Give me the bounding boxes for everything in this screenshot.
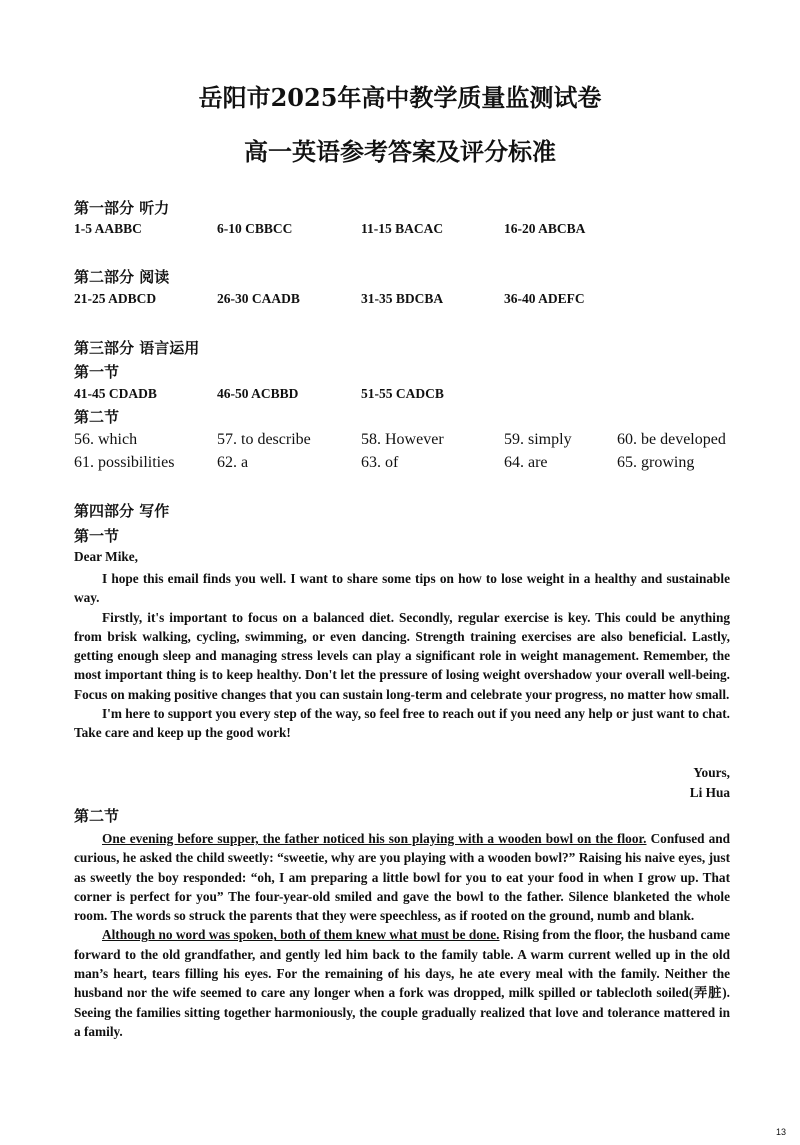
answer-cell: 59. simply: [504, 431, 572, 448]
part3-section2-heading: 第二节: [74, 408, 120, 426]
part3-heading: 第三部分 语言运用: [74, 339, 200, 357]
answer-cell: 63. of: [361, 454, 399, 471]
page-subtitle: 高一英语参考答案及评分标准: [244, 137, 556, 166]
answer-cell: 65. growing: [617, 454, 695, 471]
part2-heading: 第二部分 阅读: [74, 268, 170, 286]
answer-cell: 31-35 BDCBA: [361, 291, 444, 306]
answer-cell: 36-40 ADEFC: [504, 291, 585, 306]
answer-cell: 62. a: [217, 454, 249, 471]
answer-cell: 41-45 CDADB: [74, 386, 157, 401]
story-text: Confused and curious, he asked the child sweetly: “sweetie, why are you playing with a wooden bowl?” Raising his naive eyes, just as sweetly the boy responded: “oh, I am preparing a little bowl for you to eat your food in when I grow up. That corner is perfect for you” The four-year-old smiled and gave the bowl to the father. Silence blanketed the whole room. The words so struck the parents that they were speechless, as if rooted on the ground, numb and blank.: [74, 831, 731, 924]
answer-cell: 64. are: [504, 454, 548, 471]
part4-section1-heading: 第一节: [74, 527, 120, 545]
letter-paragraph: I hope this email finds you well. I want to share some tips on how to lose weight in a healthy and sustainable way.: [74, 571, 730, 606]
story-underlined-sentence: Although no word was spoken, both of them knew what must be done.: [102, 927, 500, 943]
letter-body: [74, 569, 730, 743]
answer-cell: 57. to describe: [217, 431, 311, 448]
answer-cell: 51-55 CADCB: [361, 386, 444, 401]
answer-cell: 16-20 ABCBA: [504, 221, 586, 236]
part4-heading: 第四部分 写作: [74, 502, 170, 520]
answer-cell: 46-50 ACBBD: [217, 386, 299, 401]
part3-section1-heading: 第一节: [74, 363, 120, 381]
part4-section2-heading: 第二节: [74, 807, 120, 825]
letter-paragraph: Firstly, it's important to focus on a balanced diet. Secondly, regular exercise is key. This could be anything from brisk walking, cycling, swimming, or even dancing. Strength training exercises are also beneficial. Lastly, getting enough sleep and managing stress levels can play a significant role in weight management. Remember, the most important thing is to keep healthy. Don't let the pressure of losing weight overshadow your overall well-being. Focus on making positive changes that you can sustain long-term and celebrate your progress, no matter how small.: [74, 609, 730, 702]
letter-signature: Li Hua: [689, 785, 730, 800]
answer-cell: 60. be developed: [617, 431, 726, 448]
letter-paragraph: I'm here to support you every step of the way, so feel free to reach out if you need any help or just want to chat. Take care and keep up the good work!: [74, 706, 730, 741]
story-text: Rising from the floor, the husband came forward to the old grandfather, and gently led him back to the family table. A warm current welled up in the old man’s heart, tears filling his eyes. For the remaining of his days, he ate every meal with the family. Neither the husband nor the wife seemed to care any longer when a fork was dropped, milk spilled or tablecloth soiled(弄脏). Seeing the families sitting together harmoniously, the couple gradually realized that love and tolerance mattered in a family.: [74, 927, 730, 1039]
part3-section2-row1: [0, 431, 800, 451]
answer-cell: 21-25 ADBCD: [74, 291, 157, 306]
answer-cell: 58. However: [361, 431, 444, 448]
story-body: [74, 829, 730, 1041]
part1-heading: 第一部分 听力: [74, 199, 170, 217]
page-number: 13: [775, 1127, 786, 1137]
answer-cell: 61. possibilities: [74, 454, 175, 471]
answer-cell: 1-5 AABBC: [74, 221, 142, 236]
story-paragraph: [74, 925, 730, 1041]
part3-section1-answers: [0, 386, 800, 406]
story-underlined-sentence: One evening before supper, the father noticed his son playing with a wooden bowl on the floor.: [102, 831, 647, 846]
letter-greeting: Dear Mike,: [74, 549, 139, 564]
part2-answers: [0, 291, 800, 311]
part1-answers: [0, 221, 800, 241]
story-paragraph: [74, 829, 730, 925]
answer-cell: 6-10 CBBCC: [217, 221, 293, 236]
page-title: 岳阳市2025年高中教学质量监测试卷: [198, 83, 602, 112]
answer-cell: 11-15 BACAC: [361, 221, 444, 236]
letter-closing: Yours,: [693, 765, 730, 780]
part3-section2-row2: [0, 454, 800, 474]
answer-cell: 56. which: [74, 431, 138, 448]
answer-cell: 26-30 CAADB: [217, 291, 300, 306]
